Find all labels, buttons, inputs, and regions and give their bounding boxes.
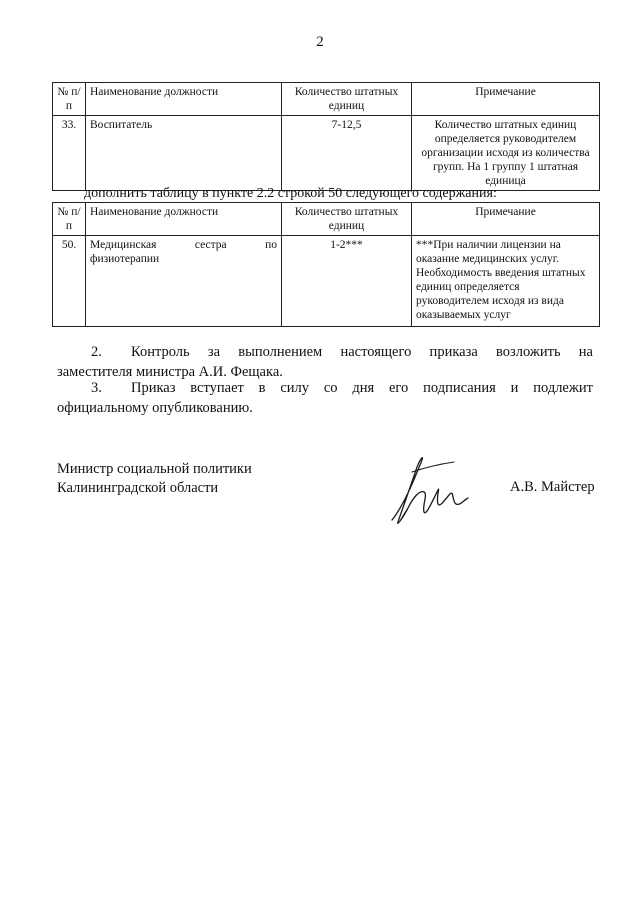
header-note: Примечание — [412, 83, 600, 116]
paragraph-2-number: 2. — [91, 344, 102, 360]
paragraph-2 — [57, 342, 593, 382]
paragraph-3-line1 — [57, 378, 593, 398]
paragraph-2-text1: Контроль за выполнением настоящего приказа возложить на — [131, 344, 593, 360]
position-name-line1: Медицинская сестра по — [90, 239, 277, 251]
row-staff-count: 1-2*** — [282, 236, 412, 327]
row-num: 50. — [53, 236, 86, 327]
row-note: Количество штатных единиц определяется руководителем организации исходя из количества групп. На 1 группу 1 штатная единица — [412, 116, 600, 191]
signatory-name: А.В. Майстер — [510, 479, 595, 495]
table-row — [53, 236, 600, 327]
page-number: 2 — [316, 34, 324, 50]
header-staff-count: Количество штатных единиц — [282, 203, 412, 236]
paragraph-3 — [57, 378, 593, 418]
header-staff-count: Количество штатных единиц — [282, 83, 412, 116]
signatory-title — [57, 460, 252, 498]
paragraph-3-text1: Приказ вступает в силу со дня его подписания и подлежит — [131, 380, 593, 396]
header-position-name: Наименование должности — [86, 203, 282, 236]
paragraph-2-line1 — [57, 342, 593, 362]
paragraph-3-number: 3. — [91, 380, 102, 396]
staff-table-row-50 — [52, 202, 600, 327]
table-row — [53, 116, 600, 191]
position-name-line2: физиотерапии — [90, 253, 160, 265]
row-num: 33. — [53, 116, 86, 191]
staff-table-row-33 — [52, 82, 600, 191]
signatory-title-line2: Калининградской области — [57, 480, 219, 496]
row-position-name — [86, 236, 282, 327]
header-position-name: Наименование должности — [86, 83, 282, 116]
row-position-name: Воспитатель — [86, 116, 282, 191]
signatory-title-line1: Министр социальной политики — [57, 461, 252, 477]
row-note: ***При наличии лицензии на оказание медицинских услуг. Необходимость введения штатных единиц определяется руководителем исходя из вида оказываемых услуг — [412, 236, 600, 327]
table-header-row — [53, 203, 600, 236]
header-note: Примечание — [412, 203, 600, 236]
handwritten-signature — [384, 450, 474, 528]
header-num: № п/п — [53, 203, 86, 236]
table-header-row — [53, 83, 600, 116]
intro-text: дополнить таблицу в пункте 2.2 строкой 50 следующего содержания: — [84, 186, 497, 201]
header-num: № п/п — [53, 83, 86, 116]
paragraph-3-line2: официальному опубликованию. — [57, 400, 253, 416]
row-staff-count: 7-12,5 — [282, 116, 412, 191]
paragraph-2-line2: заместителя министра А.И. Фещака. — [57, 364, 283, 380]
